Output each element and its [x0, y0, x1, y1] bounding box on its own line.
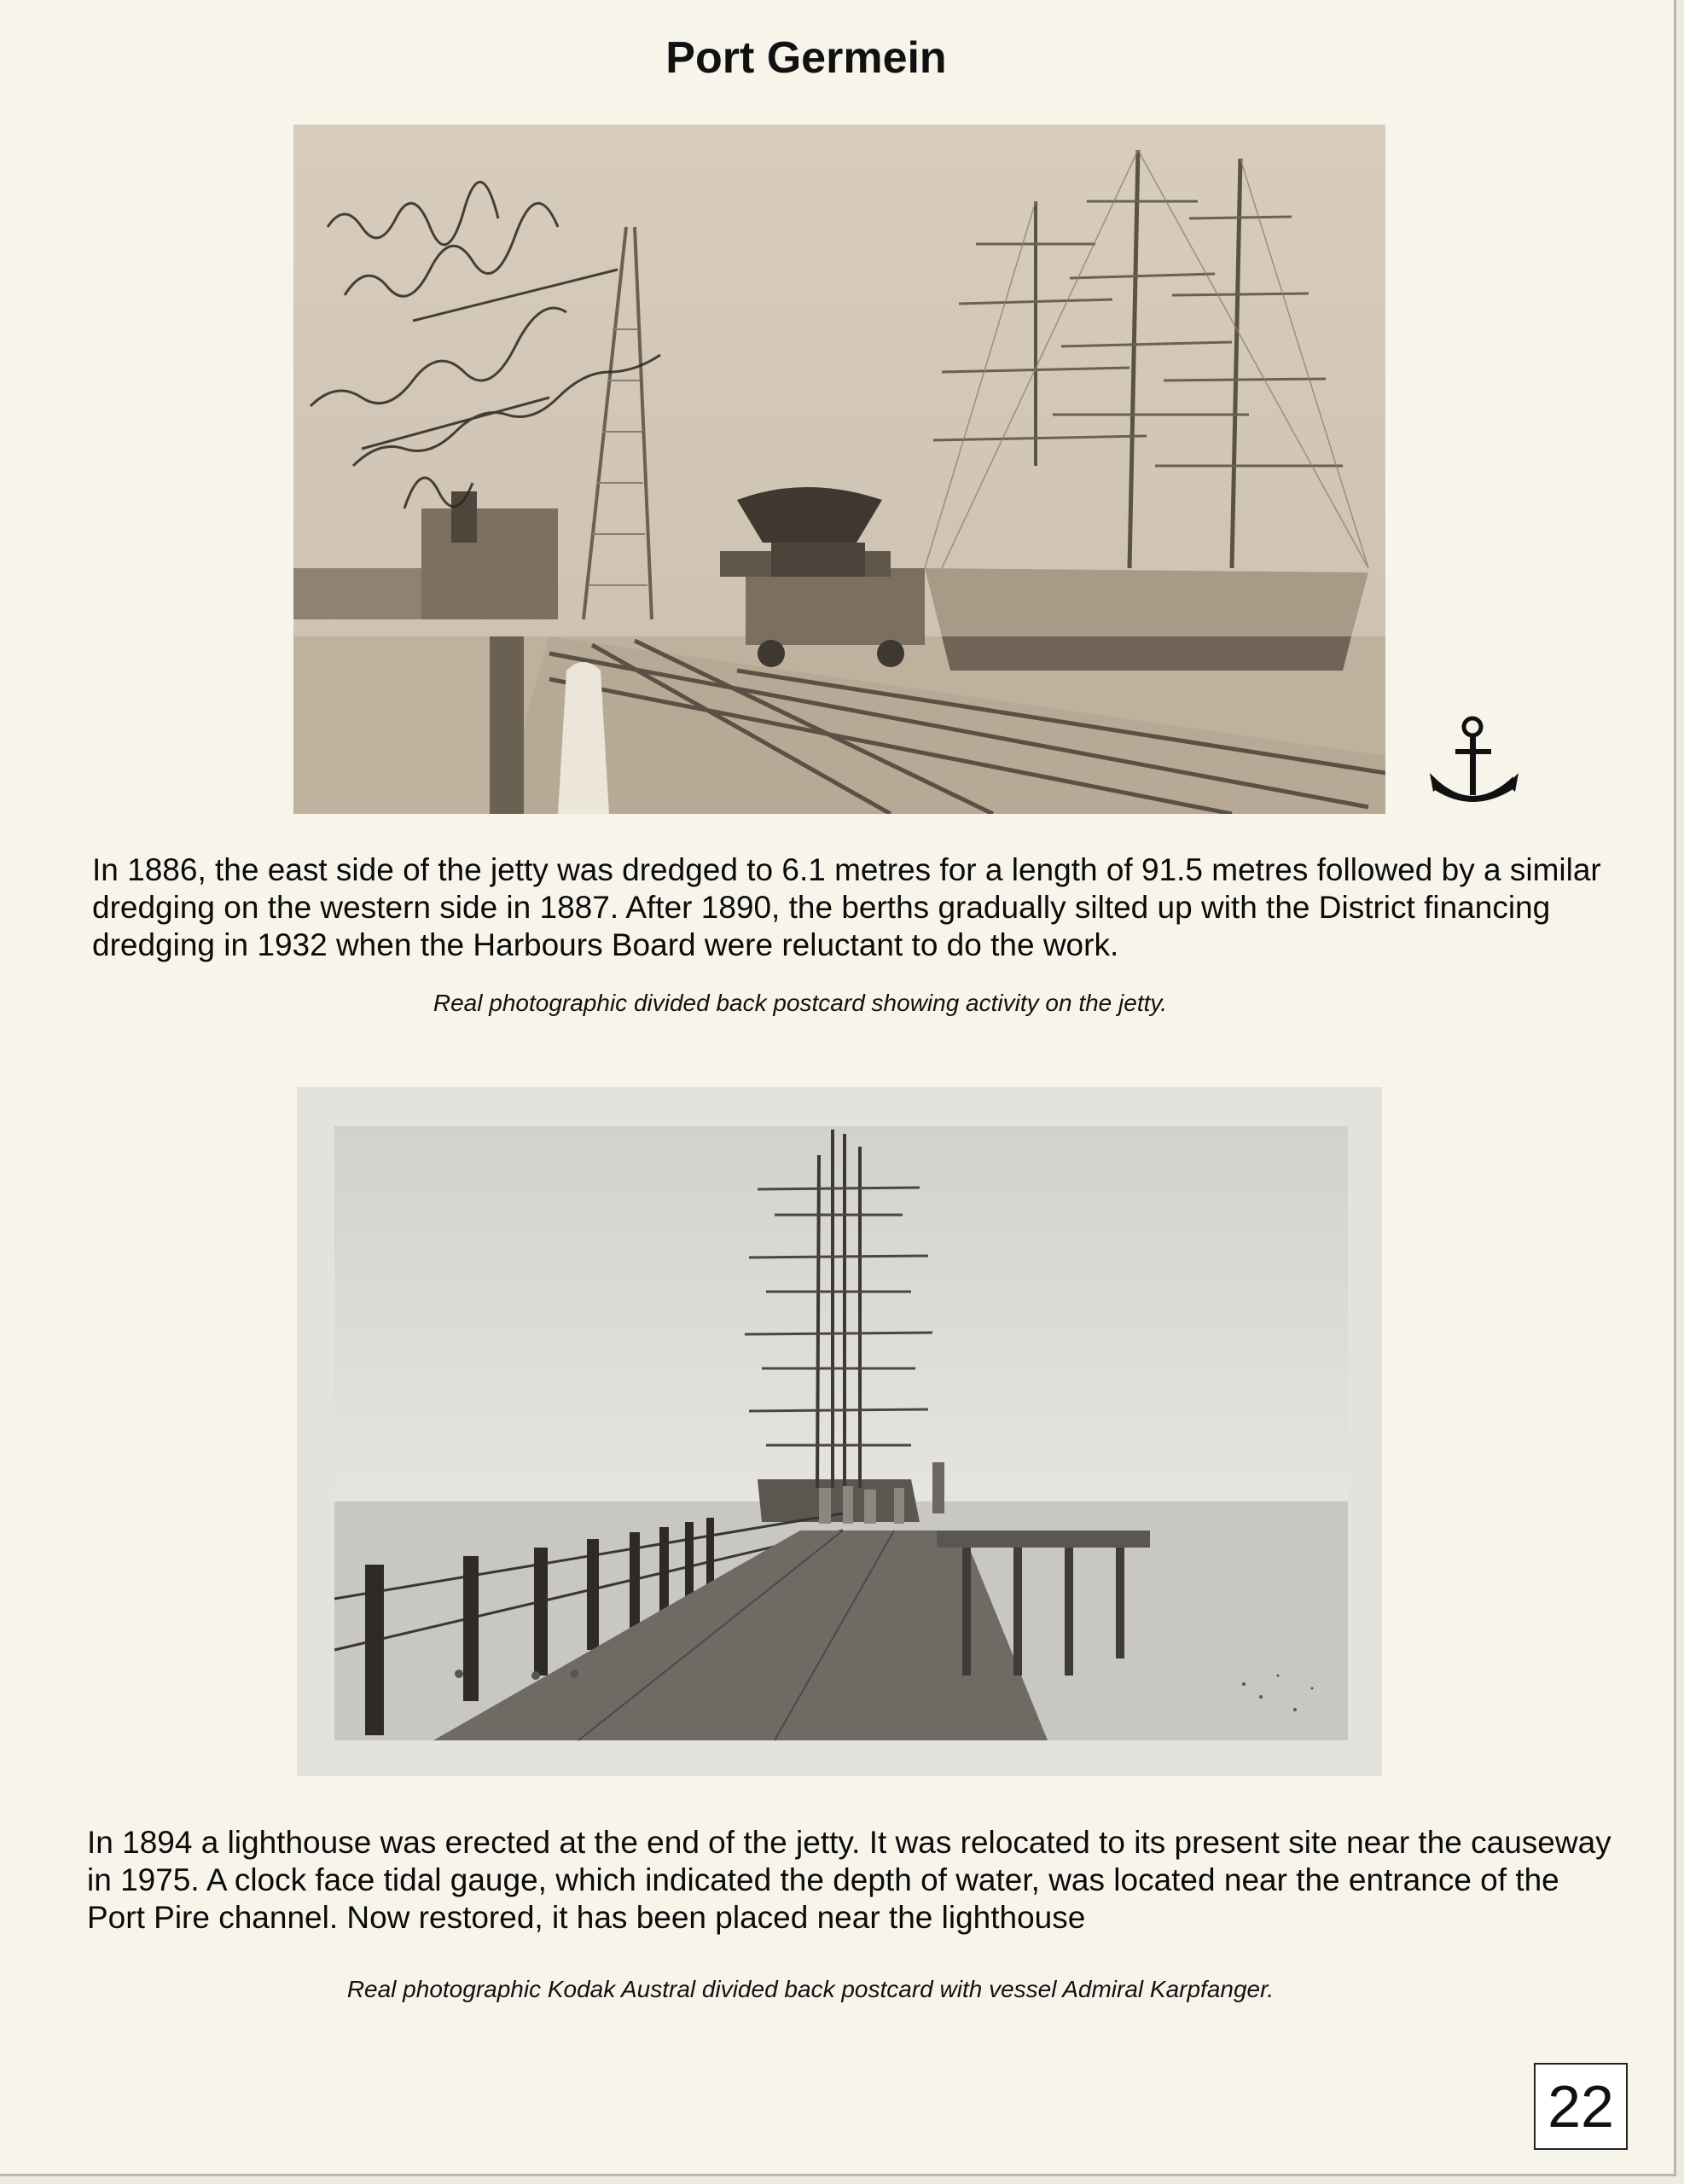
page-number: 22	[1534, 2063, 1628, 2150]
paragraph-dredging-history: In 1886, the east side of the jetty was dredged to 6.1 metres for a length of 91.5 metres followed by a similar dredging on the western side in 1887. After 1890, the berths gradually silted up with the District financing dredging in 1932 when the Harbours Board were reluctant to do the work.	[92, 852, 1601, 962]
caption-postcard-1: Real photographic divided back postcard showing activity on the jetty.	[433, 990, 1168, 1016]
anchor-icon	[1430, 715, 1520, 810]
paragraph-lighthouse-history: In 1894 a lighthouse was erected at the end of the jetty. It was relocated to its present site near the causeway in 1975. A clock face tidal gauge, which indicated the depth of water, was located near the entrance of the Port Pire channel. Now restored, it has been placed near the lighthouse	[87, 1825, 1611, 1935]
postcard-photo-admiral-karpfanger	[297, 1087, 1382, 1776]
caption-postcard-2: Real photographic Kodak Austral divided back postcard with vessel Admiral Karpfanger.	[346, 1976, 1275, 2002]
page-title: Port Germein	[665, 33, 947, 83]
postcard-photo-jetty-activity	[293, 125, 1385, 814]
